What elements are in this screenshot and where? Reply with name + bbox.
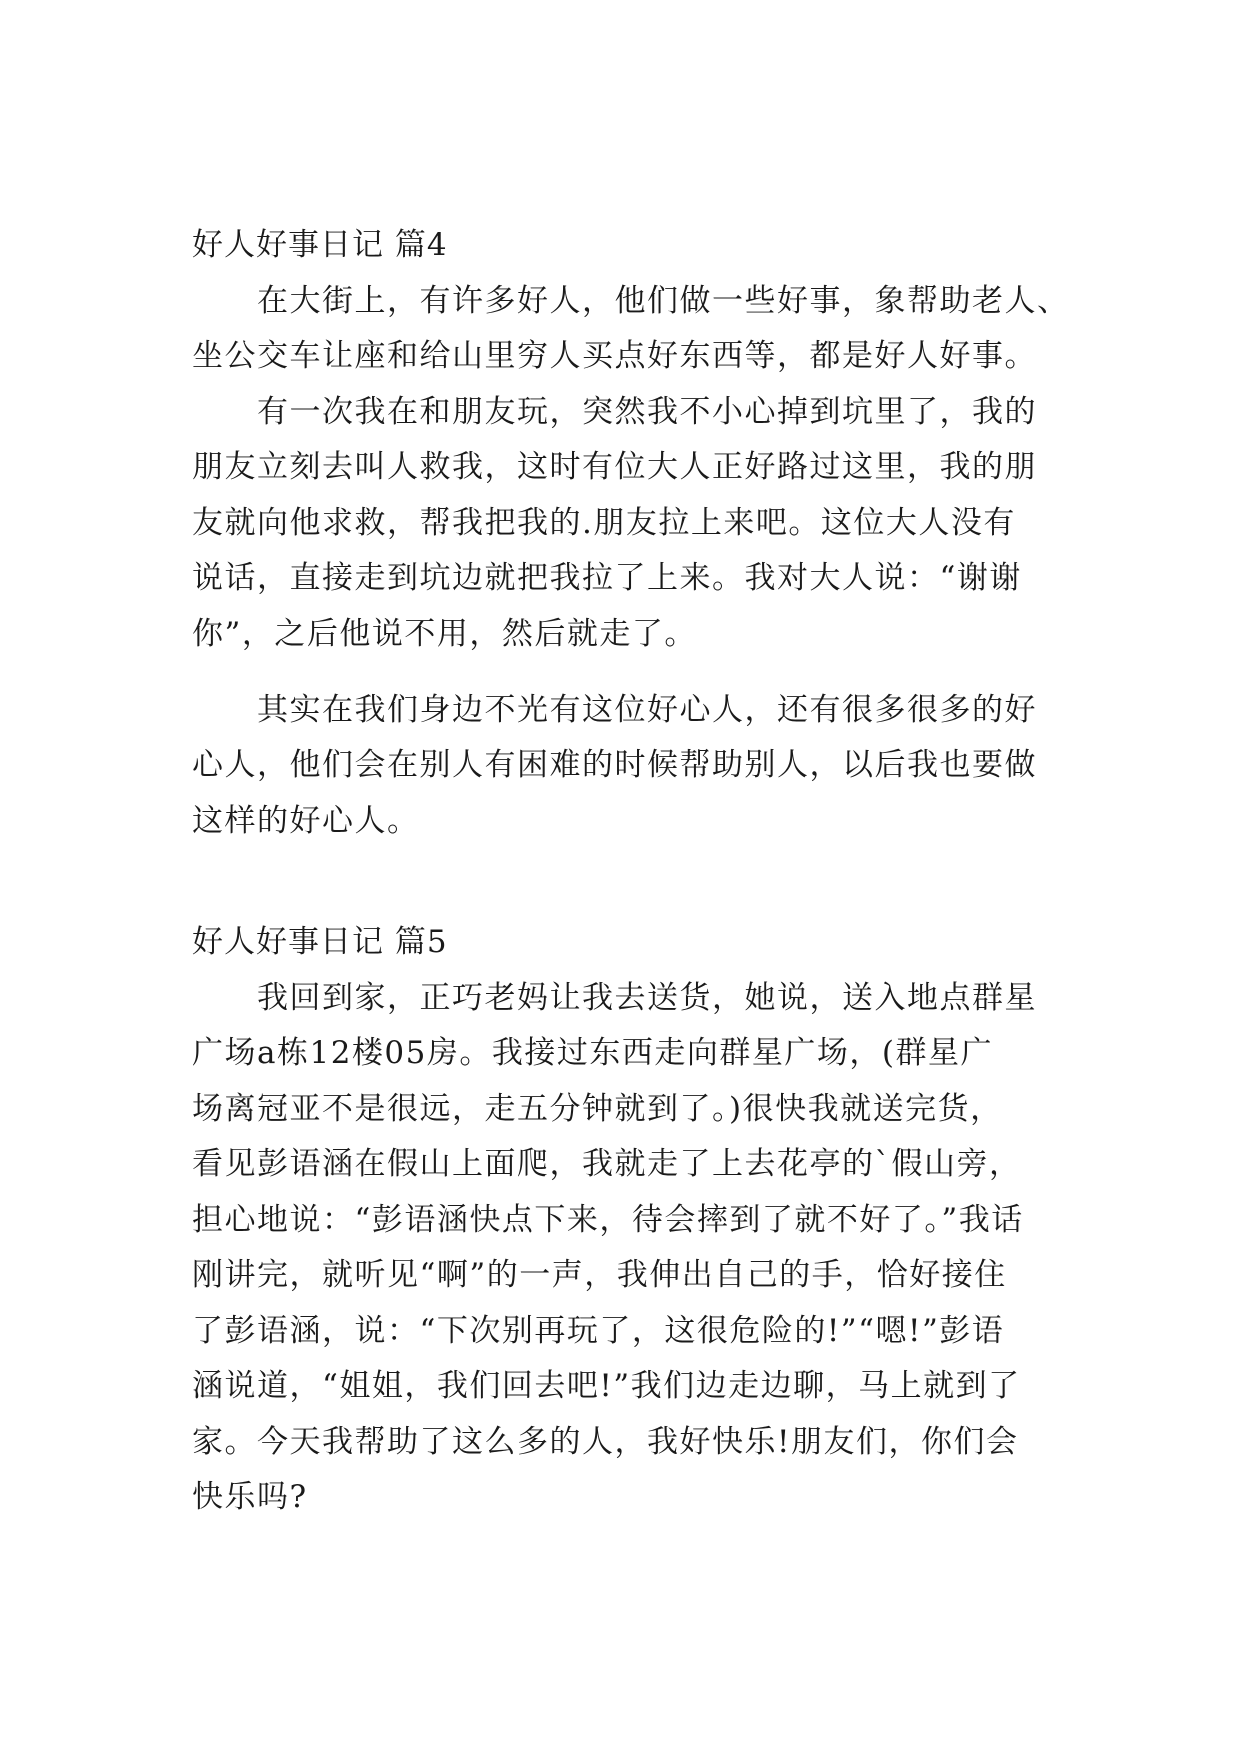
paragraph-line: 担心地说：“彭语涵快点下来，待会摔到了就不好了。”我话 bbox=[192, 1202, 1024, 1238]
paragraph-line: 在大街上，有许多好人，他们做一些好事，象帮助老人、 bbox=[257, 283, 1070, 319]
paragraph-line: 快乐吗? bbox=[192, 1479, 308, 1515]
paragraph-line: 家。今天我帮助了这么多的人，我好快乐!朋友们，你们会 bbox=[192, 1424, 1019, 1460]
paragraph-line: 说话，直接走到坑边就把我拉了上来。我对大人说：“谢谢 bbox=[192, 560, 1022, 596]
paragraph-line: 涵说道，“姐姐，我们回去吧!”我们边走边聊，马上就到了 bbox=[192, 1368, 1021, 1404]
paragraph-line: 朋友立刻去叫人救我，这时有位大人正好路过这里，我的朋 bbox=[192, 449, 1037, 485]
paragraph-line: 看见彭语涵在假山上面爬，我就走了上去花亭的`假山旁， bbox=[192, 1146, 1022, 1182]
paragraph-line: 有一次我在和朋友玩，突然我不小心掉到坑里了，我的 bbox=[257, 394, 1037, 430]
paragraph-line: 其实在我们身边不光有这位好心人，还有很多很多的好 bbox=[257, 692, 1037, 728]
paragraph-line: 广场a栋12楼05房。我接过东西走向群星广场，(群星广 bbox=[192, 1035, 993, 1071]
section-title: 好人好事日记 篇5 bbox=[192, 924, 448, 960]
paragraph-line: 你”，之后他说不用，然后就走了。 bbox=[192, 616, 697, 652]
paragraph-line: 场离冠亚不是很远，走五分钟就到了。)很快我就送完货， bbox=[192, 1091, 1003, 1127]
paragraph-line: 友就向他求救，帮我把我的.朋友拉上来吧。这位大人没有 bbox=[192, 505, 1016, 541]
paragraph-line: 刚讲完，就听见“啊”的一声，我伸出自己的手，恰好接住 bbox=[192, 1257, 1007, 1293]
paragraph-line: 心人，他们会在别人有困难的时候帮助别人，以后我也要做 bbox=[192, 747, 1037, 783]
paragraph-line: 这样的好心人。 bbox=[192, 803, 420, 839]
paragraph-line: 我回到家，正巧老妈让我去送货，她说，送入地点群星 bbox=[257, 980, 1037, 1016]
section-title: 好人好事日记 篇4 bbox=[192, 227, 448, 263]
paragraph-line: 坐公交车让座和给山里穷人买点好东西等，都是好人好事。 bbox=[192, 338, 1037, 374]
paragraph-line: 了彭语涵，说：“下次别再玩了，这很危险的!”“嗯!”彭语 bbox=[192, 1313, 1005, 1349]
